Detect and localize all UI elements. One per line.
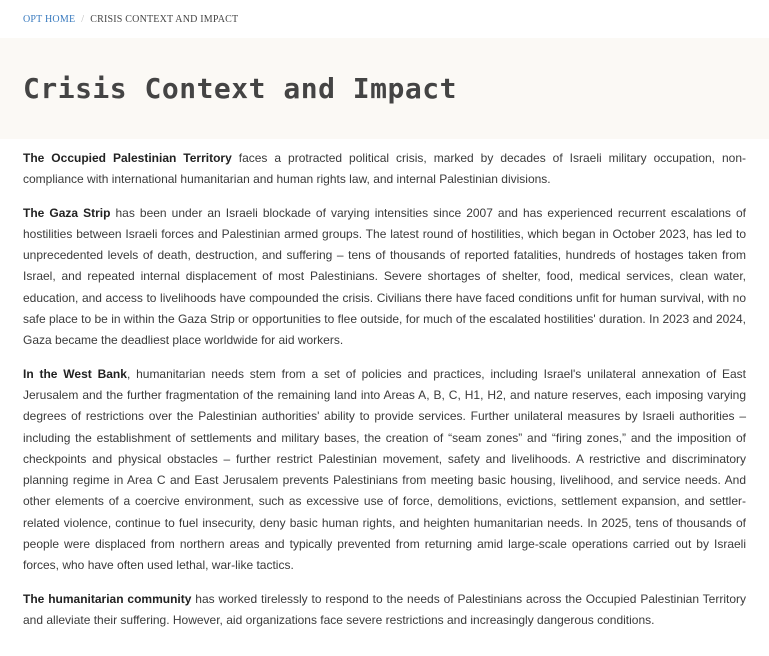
breadcrumb xyxy=(0,0,769,38)
paragraph-humanitarian-community xyxy=(23,589,746,632)
paragraph-text: has been under an Israeli blockade of varying intensities since 2007 and has experienced recurrent escalations of hostilities between Israeli forces and Palestinian armed groups. The latest round of hostilities, which began in October 2023, has led to unprecedented levels of death, destruction, and suffering – tens of thousands of reported fatalities, hundreds of hostages taken from Israel, and repeated internal displacement of most Palestinians. Severe shortages of shelter, food, medical services, clean water, education, and access to livelihoods have compounded the crisis. Civilians there have faced conditions unfit for human survival, with no safe place to be in within the Gaza Strip or opportunities to flee outside, for much of the escalated hostilities' duration. In 2023 and 2024, Gaza became the deadliest place worldwide for aid workers. xyxy=(23,205,746,348)
paragraph-text: has worked tirelessly to respond to the needs of Palestinians across the Occupied Palestinian Territory and alleviate their suffering. However, aid organizations face severe restrictions and increasingly dangerous conditions. xyxy=(23,591,746,627)
paragraph-opt xyxy=(23,148,746,191)
page-title: Crisis Context and Impact xyxy=(23,72,457,105)
paragraph-lead: The humanitarian community xyxy=(23,591,192,606)
breadcrumb-current: CRISIS CONTEXT AND IMPACT xyxy=(90,13,239,25)
paragraph-text: faces a protracted political crisis, marked by decades of Israeli military occupation, non-compliance with international humanitarian and human rights law, and internal Palestinian divisions. xyxy=(23,151,746,187)
paragraph-lead: The Gaza Strip xyxy=(23,205,111,220)
breadcrumb-separator: / xyxy=(81,13,85,25)
page-header xyxy=(0,38,769,139)
breadcrumb-home-link[interactable]: OPT HOME xyxy=(23,13,76,25)
paragraph-text: , humanitarian needs stem from a set of policies and practices, including Israel's unilateral annexation of East Jerusalem and the further fragmentation of the remaining land into Areas A, B, C, H1, H2, and nature reserves, each imposing varying degrees of restrictions over the Palestinian authorities' ability to provide services. Further unilateral measures by Israeli authorities – including the establishment of settlements and military bases, the creation of “seam zones” and “firing zones,” and the imposition of checkpoints and physical obstacles – further restrict Palestinian movement, safety and livelihoods. A restrictive and discriminatory planning regime in Area C and East Jerusalem prevents Palestinians from meeting basic housing, livelihood, and service needs. And other elements of a coercive environment, such as excessive use of force, demolitions, evictions, settlement expansion, and settler-related violence, continue to fuel insecurity, deny basic human rights, and heighten humanitarian needs. In 2025, tens of thousands of people were displaced from northern areas and typically prevented from returning amid large-scale operations carried out by Israeli forces, who have often used lethal, war-like tactics. xyxy=(23,366,746,573)
paragraph-west-bank xyxy=(23,364,746,577)
paragraph-lead: The Occupied Palestinian Territory xyxy=(23,151,232,165)
main-content xyxy=(0,139,769,631)
paragraph-gaza xyxy=(23,203,746,352)
paragraph-lead: In the West Bank xyxy=(23,366,127,381)
